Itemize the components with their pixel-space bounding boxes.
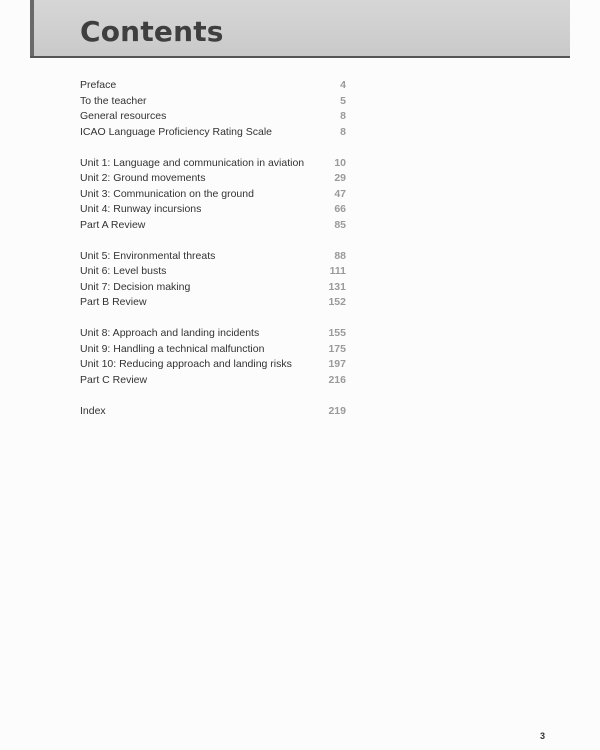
toc-entry-page-number: 29 [334, 172, 346, 184]
toc-entry-page-number: 8 [340, 125, 346, 138]
toc-entry-title: Unit 5: Environmental threats [80, 249, 216, 262]
toc-entry [80, 295, 350, 311]
toc-entry-title: Unit 6: Level busts [80, 265, 167, 277]
toc-group [80, 78, 350, 140]
toc-group [80, 249, 350, 311]
toc-group [80, 404, 350, 420]
toc-entry-page-number: 219 [328, 404, 346, 417]
toc-entry-title: Part B Review [80, 296, 147, 308]
toc-entry [80, 94, 350, 110]
toc-entry-page-number: 155 [328, 327, 346, 339]
toc-entry [80, 326, 350, 342]
toc-entry-page-number: 8 [340, 110, 346, 122]
toc-entry-page-number: 175 [328, 342, 346, 355]
page-title: Contents [80, 15, 224, 48]
toc-entry-title: Unit 3: Communication on the ground [80, 187, 254, 200]
toc-entry [80, 202, 350, 218]
toc-entry-page-number: 111 [329, 265, 346, 277]
toc-entry-page-number: 85 [334, 218, 346, 231]
toc-entry-page-number: 10 [334, 156, 346, 169]
toc-entry-title: Unit 8: Approach and landing incidents [80, 327, 260, 339]
toc-entry-title: Unit 2: Ground movements [80, 172, 206, 184]
toc-entry-title: Index [80, 404, 106, 417]
toc-entry [80, 171, 350, 187]
toc-entry [80, 125, 350, 141]
toc-entry-page-number: 47 [334, 187, 346, 200]
toc-entry-page-number: 66 [334, 203, 346, 215]
toc-entry-page-number: 197 [328, 358, 346, 370]
toc-entry-page-number: 152 [328, 296, 346, 308]
toc-entry-page-number: 131 [328, 280, 346, 293]
toc-entry [80, 404, 350, 420]
toc-entry-title: Unit 1: Language and communication in aviation [80, 156, 305, 169]
toc-entry-title: Preface [80, 79, 117, 91]
toc-entry [80, 280, 350, 296]
toc-entry [80, 342, 350, 358]
toc-entry-title: Unit 9: Handling a technical malfunction [80, 342, 265, 355]
table-of-contents [80, 78, 350, 435]
toc-entry-title: Unit 7: Decision making [80, 280, 191, 293]
toc-group [80, 326, 350, 388]
toc-group [80, 156, 350, 234]
toc-entry-title: To the teacher [80, 94, 147, 107]
toc-entry-title: Unit 10: Reducing approach and landing risks [80, 358, 292, 370]
toc-entry-title: Part C Review [80, 373, 148, 386]
toc-entry-page-number: 216 [328, 373, 346, 386]
toc-entry-page-number: 4 [340, 79, 346, 91]
toc-entry [80, 249, 350, 265]
toc-entry [80, 156, 350, 172]
toc-entry [80, 218, 350, 234]
toc-entry [80, 78, 350, 94]
page-number: 3 [540, 731, 546, 741]
toc-entry [80, 264, 350, 280]
toc-entry [80, 109, 350, 125]
toc-entry-title: Unit 4: Runway incursions [80, 203, 202, 215]
toc-entry-page-number: 5 [340, 94, 346, 107]
toc-entry [80, 373, 350, 389]
toc-entry [80, 187, 350, 203]
toc-entry-title: ICAO Language Proficiency Rating Scale [80, 125, 273, 138]
toc-entry [80, 357, 350, 373]
toc-entry-page-number: 88 [334, 249, 346, 262]
toc-entry-title: General resources [80, 110, 167, 122]
toc-entry-title: Part A Review [80, 218, 146, 231]
